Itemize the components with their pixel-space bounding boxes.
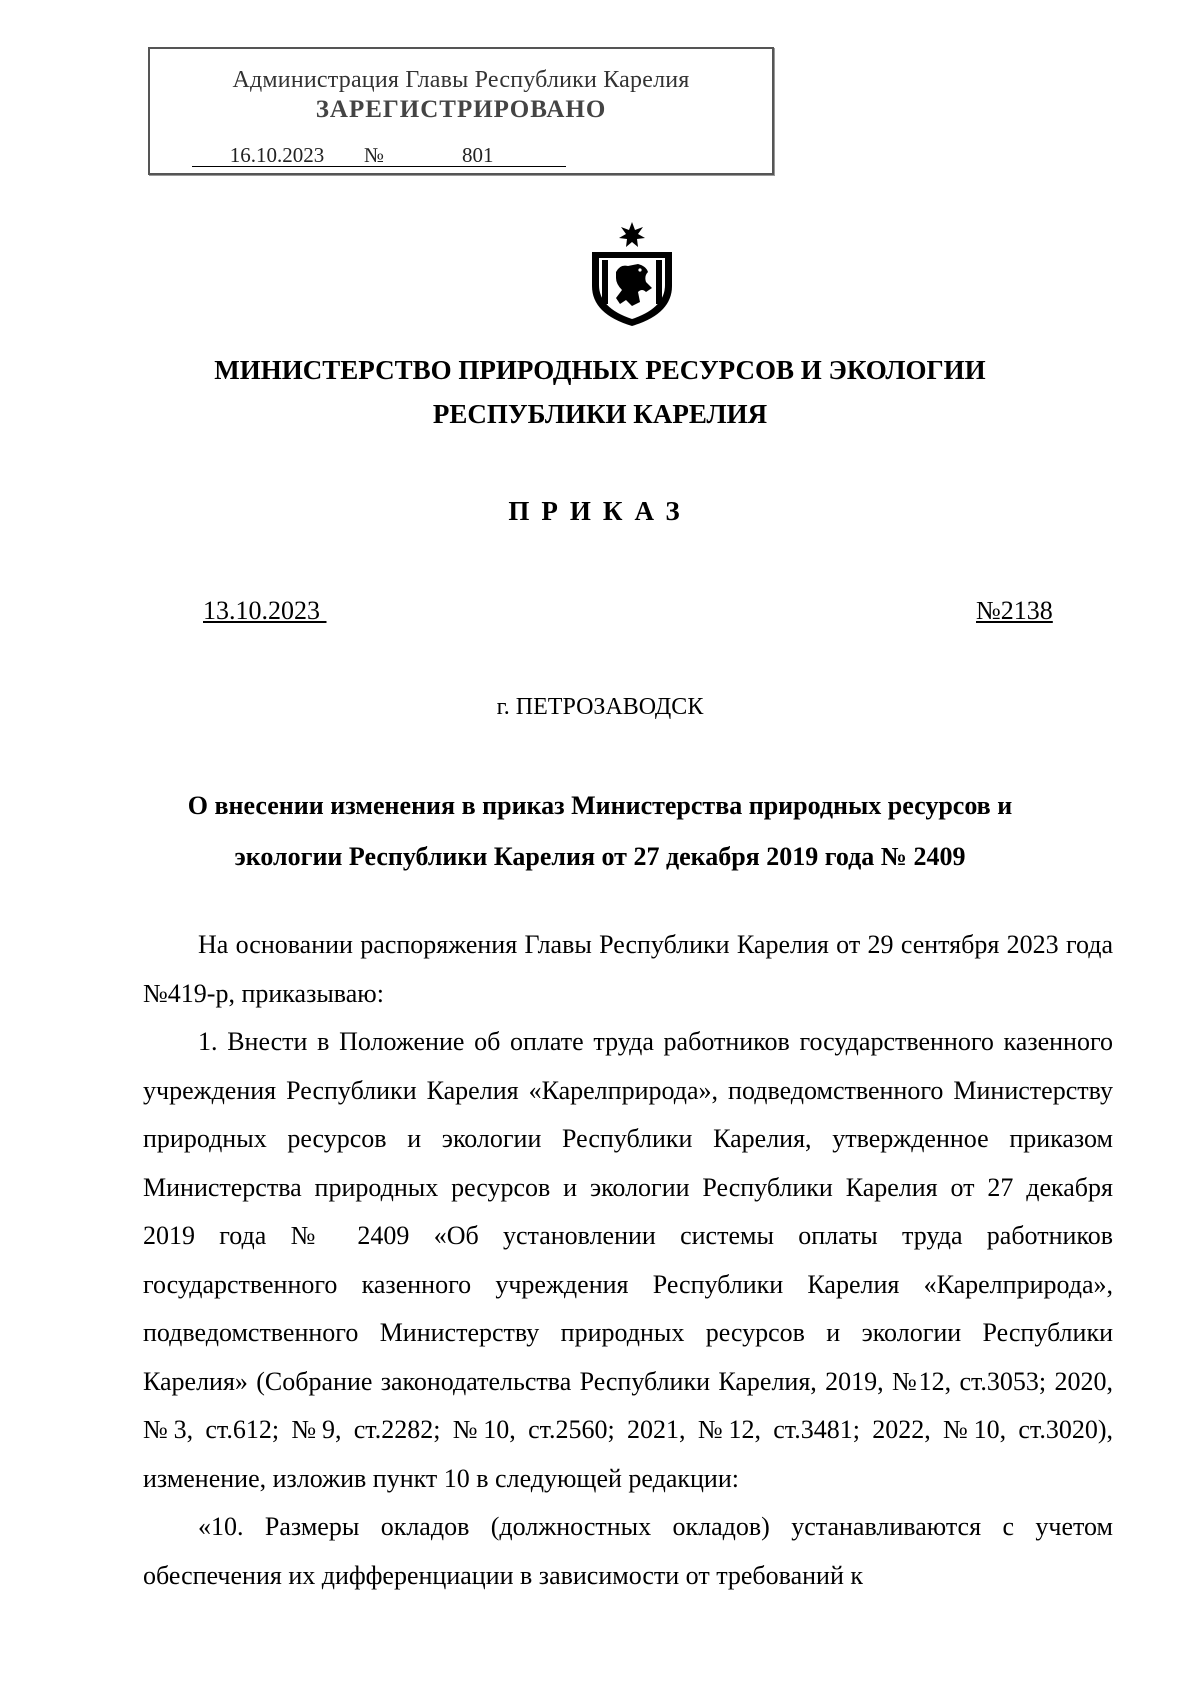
paragraph-item-10: «10. Размеры окладов (должностных окладов) устанавливаются с учетом обеспечения их дифференциации в зависимости от требований к	[143, 1512, 1113, 1590]
stamp-date: 16.10.2023	[192, 144, 362, 167]
order-body	[143, 921, 1113, 1600]
ministry-line-1: МИНИСТЕРСТВО ПРИРОДНЫХ РЕСУРСОВ И ЭКОЛОГИИ	[214, 355, 986, 385]
order-title-line-2: экологии Республики Карелия от 27 декабря 2019 года № 2409	[234, 842, 966, 871]
order-date: 13.10.2023	[203, 596, 327, 625]
ministry-name	[0, 348, 1200, 436]
document-type: ПРИКАЗ	[508, 496, 692, 526]
stamp-registration-line	[192, 143, 566, 168]
stamp-status: ЗАРЕГИСТРИРОВАНО	[315, 96, 607, 123]
order-number: №2138	[976, 596, 1053, 625]
registration-stamp	[148, 47, 774, 175]
city: г. ПЕТРОЗАВОДСК	[496, 694, 704, 720]
stamp-number-label: №	[363, 143, 385, 167]
karelia-coat-of-arms-icon	[586, 222, 678, 328]
paragraph-basis: На основании распоряжения Главы Республики Карелия от 29 сентября 2023 года №419-р, приказываю:	[143, 930, 1113, 1008]
order-title-line-1: О внесении изменения в приказ Министерства природных ресурсов и	[187, 791, 1013, 820]
stamp-number: 801	[386, 144, 566, 167]
stamp-organization: Администрация Главы Республики Карелия	[232, 67, 690, 93]
order-title	[0, 780, 1200, 882]
paragraph-item-1: 1. Внести в Положение об оплате труда работников государственного казенного учреждения Республики Карелия «Карелприрода», подведомственного Министерству природных ресурсов и экологии Республики Карелия, утвержденное приказом Министерства природных ресурсов и экологии Республики Карелия от 27 декабря 2019 года № 2409 «Об установлении системы оплаты труда работников государственного казенного учреждения Республики Карелия «Карелприрода», подведомственного Министерству природных ресурсов и экологии Республики Карелия» (Собрание законодательства Республики Карелия, 2019, №12, ст.3053; 2020, №3, ст.612; №9, ст.2282; №10, ст.2560; 2021, №12, ст.3481; 2022, №10, ст.3020), изменение, изложив пункт 10 в следующей редакции:	[143, 1027, 1113, 1493]
ministry-line-2: РЕСПУБЛИКИ КАРЕЛИЯ	[432, 399, 768, 429]
